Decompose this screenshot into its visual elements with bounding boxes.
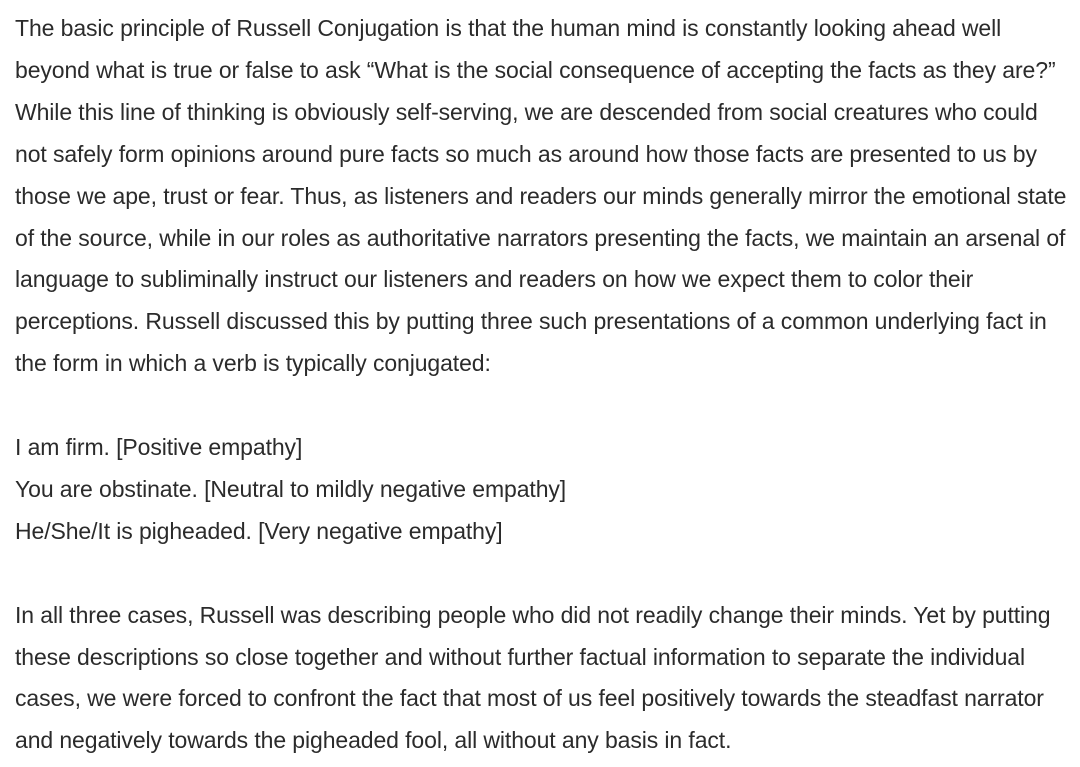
conclusion-paragraph: In all three cases, Russell was describing people who did not readily change their minds. Yet by putting these descriptions so close together and without further factual information to separate the individual cases, we were forced to confront the fact that most of us feel positively towards the steadfast narrator and negatively towards the pigheaded fool, all without any basis in fact.	[15, 601, 1051, 754]
conjugation-third-person: He/She/It is pigheaded. [Very negative empathy]	[15, 517, 503, 544]
intro-paragraph: The basic principle of Russell Conjugation is that the human mind is constantly looking ahead well beyond what is true or false to ask “What is the social consequence of accepting the facts as they are?” While this line of thinking is obviously self-serving, we are descended from social creatures who could not safely form opinions around pure facts so much as around how those facts are presented to us by those we ape, trust or fear. Thus, as listeners and readers our minds generally mirror the emotional state of the source, while in our roles as authoritative narrators presenting the facts, we maintain an arsenal of language to subliminally instruct our listeners and readers on how we expect them to color their perceptions. Russell discussed this by putting three such presentations of a common underlying fact in the form in which a verb is typically conjugated:	[15, 15, 1067, 377]
conjugation-second-person: You are obstinate. [Neutral to mildly negative empathy]	[15, 475, 567, 502]
conjugation-first-person: I am firm. [Positive empathy]	[15, 434, 303, 461]
conjugation-list	[15, 427, 1068, 553]
